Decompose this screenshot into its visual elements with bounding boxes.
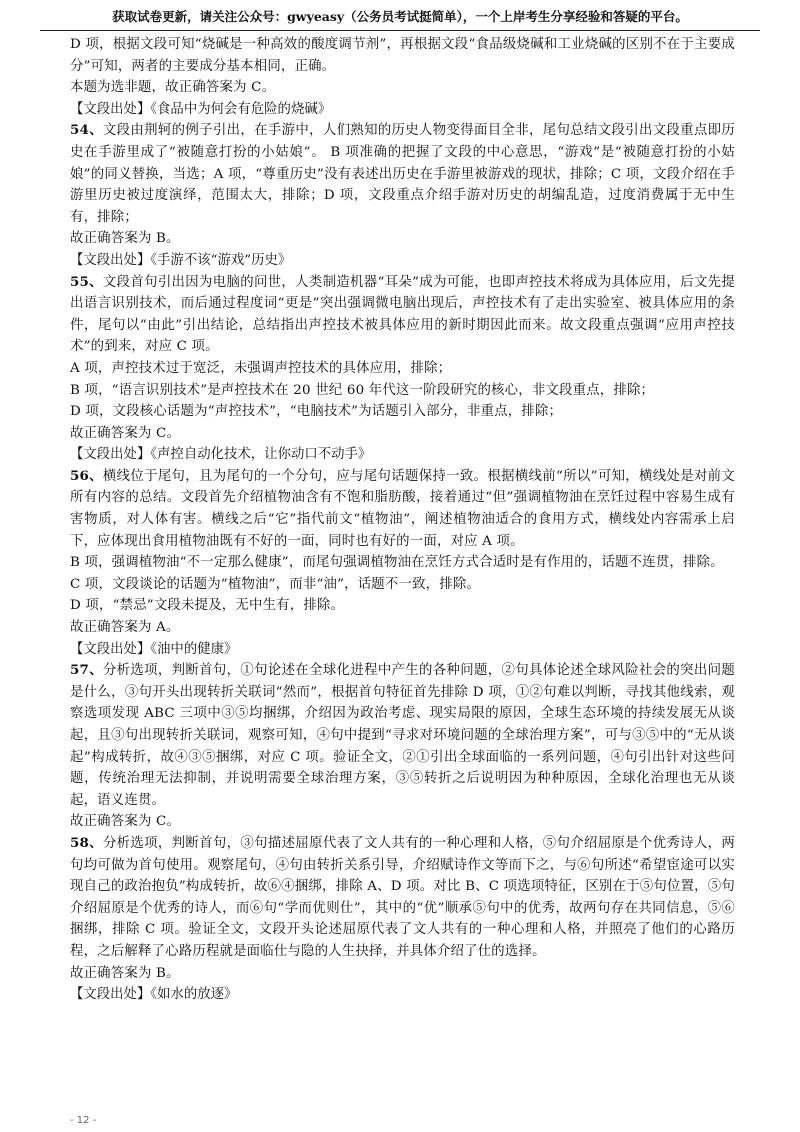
option-explanation: C 项，文段谈论的话题为“植物油”，而非“油”，话题不一致，排除。	[70, 576, 481, 592]
question-number: 57、	[70, 662, 103, 679]
answer-line: 故正确答案为 C。	[70, 425, 181, 441]
analysis-text: 文段由荆轲的例子引出，在手游中，人们熟知的历史人物变得面目全非，尾句总结文段引出文段重点即历史在手游里成了“被随意打扮的小姑娘”。 B 项准确的把握了文段的中心意思，“游戏”是“被随意打扮的小姑娘”的同义替换，当选；A 项，“尊重历史”没有表述出历史在手游里被游戏的现状，排除；C 项，文段介绍在手游里历史被过度演绎，范围太大，排除；D 项，文段重点介绍手游对历史的胡编乱造，过度消费属于无中生有，排除；	[70, 123, 735, 225]
answer-line: 故正确答案为 B。	[70, 231, 180, 247]
answer-line: 本题为选非题，故正确答案为 C。	[70, 80, 276, 96]
question-58-analysis	[70, 833, 735, 963]
option-explanation: B 项，强调植物油“不一定那么健康”，而尾句强调植物油在烹饪方式合适时是有作用的，话题不连贯，排除。	[70, 555, 724, 571]
option-explanation: B 项，“语言识别技术”是声控技术在 20 世纪 60 年代这一阶段研究的核心，非文段重点，排除；	[70, 382, 655, 398]
question-57-analysis	[70, 660, 735, 811]
question-number: 54、	[70, 122, 103, 139]
question-number: 56、	[70, 467, 103, 484]
option-explanation: D 项，文段核心话题为“声控技术”，“电脑技术”为话题引入部分，非重点，排除；	[70, 404, 563, 420]
question-56-analysis	[70, 466, 735, 552]
question-number: 58、	[70, 834, 103, 851]
answer-line: 故正确答案为 A。	[70, 620, 180, 636]
source-line: 【文段出处】《声控自动化技术，让你动口不动手》	[70, 447, 372, 463]
option-explanation: A 项，声控技术过于宽泛，未强调声控技术的具体应用，排除；	[70, 360, 452, 376]
answer-line: 故正确答案为 B。	[70, 965, 180, 981]
analysis-text: 分析选项，判断首句，③句描述屈原代表了文人共有的一种心理和人格，⑤句介绍屈原是个优秀诗人，两句均可做为首句使用。观察尾句，④句由转折关系引导，介绍赋诗作文等而下之，与⑥句所述“希望宦途可以实现自己的政治抱负”构成转折，故⑥④捆绑，排除 A、D 项。对比 B、C 项选项特征，区别在于⑤句位置，⑤句介绍屈原是个优秀的诗人，而⑥句“学而优则仕”，其中的“优”顺承⑤句中的优秀，故两句存在共同信息，⑤⑥捆绑，排除 C 项。验证全文，文段开头论述屈原代表了文人共有的一种心理和人格，并照亮了他们的心路历程，之后解释了心路历程就是面临仕与隐的人生抉择，并具体介绍了仕的选择。	[70, 835, 735, 959]
question-number: 55、	[70, 273, 103, 290]
analysis-text: 横线位于尾句，且为尾句的一个分句，应与尾句话题保持一致。根据横线前“所以”可知，横线处是对前文所有内容的总结。文段首先介绍植物油含有不饱和脂肪酸，接着通过“但”强调植物油在烹饪过程中容易生成有害物质，对人体有害。横线之后“它”指代前文“植物油”，阐述植物油适合的食用方式，横线处内容需承上启下，应体现出食用植物油既有不好的一面，同时也有好的一面，对应 A 项。	[70, 468, 735, 549]
document-body	[70, 34, 735, 1006]
source-line: 【文段出处】《手游不该“游戏”历史》	[70, 252, 292, 268]
question-54-analysis	[70, 120, 735, 228]
page-header: 获取试卷更新，请关注公众号：gwyeasy（公务员考试挺简单），一个上岸考生分享经验和答疑的平台。	[40, 4, 760, 31]
page-number: - 12 -	[70, 1115, 97, 1126]
analysis-text: 文段首句引出因为电脑的问世，人类制造机器“耳朵”成为可能，也即声控技术将成为具体应用，后文先提出语言识别技术，而后通过程度词“更是”突出强调微电脑出现后，声控技术有了走出实验室、被具体应用的条件，尾句以“由此”引出结论，总结指出声控技术被具体应用的新时期因此而来。故文段重点强调“应用声控技术”的到来，对应 C 项。	[70, 274, 735, 355]
answer-paragraph: D 项，根据文段可知“烧碱是一种高效的酸度调节剂”，再根据文段“食品级烧碱和工业烧碱的区别不在于主要成分”可知，两者的主要成分基本相同，正确。	[70, 37, 735, 74]
option-explanation: D 项，“禁忌”文段未提及，无中生有，排除。	[70, 598, 345, 614]
question-55-analysis	[70, 272, 735, 358]
answer-line: 故正确答案为 C。	[70, 814, 181, 830]
source-line: 【文段出处】《食品中为何会有危险的烧碱》	[70, 101, 332, 117]
source-line: 【文段出处】《如水的放逐》	[70, 987, 238, 1003]
source-line: 【文段出处】《油中的健康》	[70, 641, 238, 657]
analysis-text: 分析选项，判断首句，①句论述在全球化进程中产生的各种问题，②句具体论述全球风险社会的突出问题是什么，③句开头出现转折关联词“然而”，根据首句特征首先排除 D 项，①②句难以判断，寻找其他线索，观察选项发现 ABC 三项中③⑤均捆绑，介绍因为政治考虑、现实局限的原因，全球生态环境的持续发展无从谈起，且③句出现转折关联词，观察可知，④句中提到“寻求对环境问题的全球治理方案”，可与③⑤中的“无从谈起”构成转折，故④③⑤捆绑，对应 C 项。验证全文，②①引出全球面临的一系列问题，④句引出针对这些问题，传统治理无法抑制，并说明需要全球治理方案，③⑤转折之后说明因为种种原因，全球化治理也无从谈起，语义连贯。	[70, 663, 735, 808]
